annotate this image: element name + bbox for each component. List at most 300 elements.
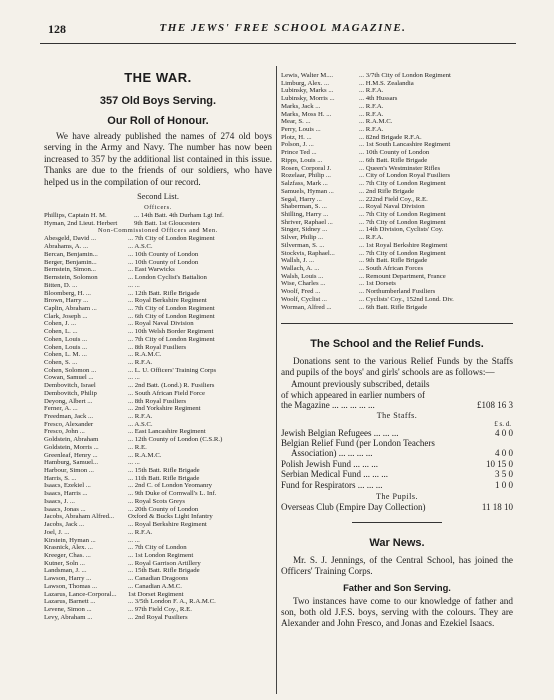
soldier-name: Lazarus, Lance-Corporal... [44, 590, 117, 598]
roster-row [44, 567, 272, 575]
fund-amount: 4 0 0 [495, 448, 513, 459]
soldier-unit: ... A.S.C. [128, 420, 153, 428]
soldier-unit: ... 10th Welsh Border Regiment [128, 328, 214, 336]
soldier-name: Polson, J. ... [281, 141, 314, 149]
soldier-unit: ... Royal Naval Division [359, 203, 425, 211]
soldier-unit: ... East Warwicks [128, 266, 175, 274]
soldier-name: Perry, Louis ... [281, 126, 321, 134]
soldier-name: Bloomberg, H. ... [44, 289, 91, 297]
soldier-unit: ... ... [128, 459, 140, 467]
soldier-unit: ... 82nd Brigade R.F.A. [359, 133, 422, 141]
roster-row [281, 288, 513, 296]
soldier-name: Marks, Moss H. ... [281, 110, 332, 118]
soldier-unit: ... 20th County of London [128, 505, 199, 513]
roster-row [44, 537, 272, 545]
roster-row [44, 560, 272, 568]
previous-amount: £108 16 3 [477, 400, 513, 411]
fund-label: Jewish Belgian Refugees ... ... ... [281, 427, 399, 438]
soldier-name: Krasnick, Alex. ... [44, 544, 93, 552]
soldier-unit: ... R.F.A. [359, 102, 384, 110]
soldier-name: Lubinsky, Marks ... [281, 87, 334, 95]
roster-row [44, 297, 272, 305]
soldier-unit: ... 7th City of London Regiment [128, 235, 215, 243]
relief-funds-heading: The School and the Relief Funds. [310, 338, 484, 351]
soldier-unit: ... 14th Division, Cyclists' Coy. [359, 226, 444, 234]
roster-row [281, 180, 513, 188]
roster-row [44, 552, 272, 560]
soldier-name: Lawson, Harry ... [44, 575, 92, 583]
roster-row [44, 513, 272, 521]
soldier-unit: ... Canadian A.M.C. [128, 582, 182, 590]
soldier-name: Bercan, Benjamin... [44, 250, 98, 258]
soldier-unit: ... 15th Batt. Rifle Brigade [128, 567, 200, 575]
roster-row [281, 111, 513, 119]
roster-row [281, 196, 513, 204]
soldier-name: Stockvis, Raphael... [281, 249, 335, 257]
fund-amount: 11 18 10 [481, 501, 513, 512]
soldier-unit: ... R.F.A. [128, 358, 153, 366]
men-list-right [281, 72, 513, 311]
father-and-son-heading: Father and Son Serving. [343, 582, 451, 594]
lsd-heading: £ s. d. [494, 419, 511, 428]
soldier-name: Hamburg, Samuel... [44, 459, 99, 467]
fund-amount: 10 15 0 [486, 458, 513, 469]
roster-row [44, 606, 272, 614]
soldier-unit: ... 8th Royal Fusiliers [128, 397, 187, 405]
soldier-name: Mear, S. ... [281, 118, 311, 126]
roll-of-honour-heading: Our Roll of Honour. [107, 115, 209, 127]
soldier-unit: ... 2nd Yorkshire Regiment [128, 405, 201, 413]
roster-row [44, 344, 272, 352]
soldier-name: Cohen, L. ... [44, 328, 78, 336]
soldier-name: Shaberman, S. ... [281, 203, 327, 211]
roster-row [281, 172, 513, 180]
soldier-name: Rozelaar, Philip ... [281, 172, 331, 180]
soldier-unit: ... 7th City of London Regiment [359, 249, 446, 257]
soldier-name: Isaacs, Jonas ... [44, 505, 86, 513]
soldier-name: Fresco, John ... [44, 428, 85, 436]
soldier-name: Isaacs, Harris ... [44, 490, 88, 498]
column-divider [276, 66, 277, 694]
roster-row [44, 320, 272, 328]
roster-row [281, 157, 513, 165]
soldier-unit: ... R.F.A. [359, 234, 384, 242]
roster-row [44, 482, 272, 490]
war-title: THE WAR. [124, 70, 192, 85]
fund-amount [467, 438, 513, 448]
soldier-name: Cohen, J. ... [44, 320, 77, 328]
soldier-name: Shriver, Raphael ... [281, 218, 333, 226]
soldier-unit: ... R.A.M.C. [359, 118, 393, 126]
soldier-unit: ... 9th Duke of Cornwall's L. Inf. [128, 490, 217, 498]
soldier-unit: ... 7th City of London Regiment [128, 335, 215, 343]
page-header [48, 22, 518, 38]
soldier-unit: ... R.F.A. [359, 126, 384, 134]
soldier-name: Freedman, Jack ... [44, 413, 94, 420]
fund-label: Belgian Relief Fund (per London Teachers [281, 437, 435, 448]
soldier-name: Harbour, Simon ... [44, 467, 94, 475]
roster-row [44, 498, 272, 506]
soldier-unit: ... ... [128, 536, 140, 544]
soldier-unit: ... 10th County of London [359, 149, 430, 157]
soldier-name: Abesgeld, David ... [44, 235, 97, 243]
pupils-heading: The Pupils. [376, 491, 418, 501]
soldier-unit: ... Royal Scots Greys [128, 497, 185, 505]
soldier-unit: ... ... [128, 374, 140, 382]
fund-amount: 3 5 0 [495, 469, 513, 480]
soldier-name: Segal, Harry ... [281, 195, 322, 203]
soldier-unit: ... R.F.A. [359, 110, 384, 118]
soldier-name: Silverman, S. ... [281, 241, 325, 249]
fund-label: Polish Jewish Fund ... ... ... [281, 458, 379, 469]
soldier-unit: ... R.F.A. [359, 87, 384, 95]
soldier-unit: ... 2nd C. of London Yeomanry [128, 482, 212, 490]
staffs-heading-row [281, 411, 513, 421]
soldier-unit: ... Cyclists' Coy., 152nd Lond. Div. [359, 295, 454, 303]
roster-row [281, 203, 513, 211]
roster-row [44, 374, 272, 382]
soldier-name: Prince Ted ... [281, 149, 317, 157]
roster-row [44, 398, 272, 406]
soldier-name: Jacobs, Abraham Alfred... [44, 513, 115, 521]
soldier-name: Wise, Charles ... [281, 280, 326, 288]
soldier-unit: ... Royal Naval Division [128, 320, 194, 328]
roster-row [44, 251, 272, 259]
soldier-name: Woolf, Fred ... [281, 288, 321, 296]
soldier-name: Lazarus, Barnett ... [44, 598, 96, 606]
soldier-name: Isaacs, Ezekiel ... [44, 482, 91, 490]
soldier-unit: ... South African Forces [359, 264, 424, 272]
soldier-name: Jacobs, Jack ... [44, 521, 85, 529]
soldier-name: Wallach, A. ... [281, 264, 320, 272]
roster-row [281, 141, 513, 149]
fund-row [281, 480, 513, 490]
soldier-name: Clark, Joseph ... [44, 312, 88, 320]
father-and-son-paragraph: Two instances have come to our knowledge of father and son, both old J.F.S. boys, serving with the colours. They are Alexander and John Fresco, and Jonas and Ezekiel Isaacs. [281, 596, 513, 629]
soldier-name: Cohen, L. M. ... [44, 351, 87, 359]
soldier-unit: ... 222nd Field Coy., R.E. [359, 195, 428, 203]
soldier-unit: ... 2nd Rifle Brigade [359, 187, 415, 195]
roster-row [44, 452, 272, 460]
soldier-name: Greenleaf, Henry ... [44, 451, 98, 459]
soldier-unit: ... 3/5th London F. A., R.A.M.C. [128, 598, 216, 606]
fund-label: Serbian Medical Fund ... ... ... [281, 469, 388, 480]
roster-row [281, 219, 513, 227]
soldier-name: Rosen, Corporal J. [281, 164, 332, 172]
roster-row [44, 274, 272, 282]
soldier-name: Wallsh, J. ... [281, 257, 315, 265]
soldier-unit: ... R.A.M.C. [128, 451, 162, 459]
soldier-unit: ... 4th Hussars [359, 95, 398, 103]
soldier-name: Harris, S. ... [44, 474, 77, 482]
soldier-unit: ... R.A.M.C. [128, 351, 162, 359]
soldier-unit: ... R.F.A. [128, 528, 153, 536]
soldier-name: Cowan, Samuel ... [44, 374, 94, 382]
soldier-name: Marks, Jack ... [281, 102, 321, 110]
soldier-name: Plotz, H. ... [281, 133, 312, 141]
soldier-unit: ... 7th City of London Regiment [128, 304, 215, 312]
soldier-name: Lewis, Walter M.... [281, 72, 334, 79]
officer-name: Hyman, 2nd Lieut. Herbert [44, 219, 118, 227]
soldier-unit: ... 8th Royal Fusiliers [128, 343, 187, 351]
previous-label-line-2: of which appeared in earlier numbers of [281, 389, 425, 400]
soldier-unit: ... 10th County of London [128, 258, 199, 266]
fund-amount: 1 0 0 [495, 479, 513, 490]
roster-row [44, 290, 272, 298]
roster-row [281, 296, 513, 304]
roster-row [44, 359, 272, 367]
roster-row [44, 259, 272, 267]
soldier-name: Bernstein, Simon... [44, 266, 96, 274]
roster-row [44, 390, 272, 398]
soldier-name: Samuels, Hyman ... [281, 187, 334, 195]
roster-row [44, 614, 272, 622]
soldier-name: Deyong, Albert ... [44, 397, 93, 405]
roster-row [281, 118, 513, 126]
roster-row [281, 80, 513, 88]
soldier-name: Cohen, Louis ... [44, 335, 88, 343]
fund-amount: 4 0 0 [495, 427, 513, 438]
soldier-unit: ... 6th Batt. Rifle Brigade [359, 156, 428, 164]
soldier-unit: ... A.S.C. [128, 243, 153, 251]
roster-row [44, 235, 272, 243]
soldier-unit: ... ... [128, 281, 140, 289]
soldier-name: Shilling, Harry ... [281, 210, 329, 218]
roster-row [44, 313, 272, 321]
soldier-unit: ... 7th City of London Regiment [359, 218, 446, 226]
second-list-heading: Second List. [137, 192, 179, 202]
fund-row [281, 448, 513, 458]
roster-row [44, 243, 272, 251]
soldier-unit: ... 12th Batt. Rifle Brigade [128, 289, 200, 297]
soldier-name: Bitten, D. ... [44, 281, 78, 289]
fund-label: Fund for Respirators ... ... ... [281, 479, 383, 490]
pupil-fund-list [281, 502, 513, 512]
soldier-name: Landsman, J. ... [44, 567, 87, 575]
roster-row [281, 134, 513, 142]
nco-heading: Non-Commissioned Officers and Men. [97, 227, 219, 235]
officer-name: Phillips, Captain H. M. [44, 212, 107, 220]
soldier-unit: ... Queen's Westminster Rifles [359, 164, 441, 172]
soldier-unit: ... 15th Batt. Rifle Brigade [128, 467, 200, 475]
soldier-unit: ... 7th City of London [128, 544, 187, 552]
roster-row [44, 475, 272, 483]
roster-row [281, 226, 513, 234]
header-rule [40, 43, 516, 44]
soldier-name: Levene, Simon ... [44, 605, 92, 613]
soldier-unit: ... 11th Batt. Rifle Brigade [128, 474, 200, 482]
soldier-unit: ... Remount Department, France [359, 272, 446, 280]
soldier-unit: ... London Cyclist's Battalion [128, 274, 207, 282]
roster-row [44, 544, 272, 552]
soldier-unit: ... 1st Royal Berkshire Regiment [359, 241, 448, 249]
soldier-unit: ... 2nd Batt. (Lond.) R. Fusiliers [128, 382, 215, 390]
officer-row [44, 212, 272, 220]
roster-row [281, 280, 513, 288]
fund-row [281, 459, 513, 469]
soldier-name: Worman, Alfred ... [281, 303, 332, 311]
soldier-unit: ... South African Field Force [128, 389, 206, 397]
magazine-title: THE JEWS' FREE SCHOOL MAGAZINE. [159, 22, 407, 34]
section-rule [352, 522, 442, 523]
soldier-unit: ... 97th Field Coy., R.E. [128, 605, 192, 613]
soldier-name: Caplin, Abraham ... [44, 304, 97, 312]
soldier-unit: ... 1st Dorsets [359, 280, 396, 288]
soldier-unit: ... H.M.S. Zealandia [359, 79, 414, 87]
left-column [44, 70, 272, 621]
soldier-name: Bernstein, Solomon [44, 274, 98, 282]
fund-label: Overseas Club (Empire Day Collection) [281, 501, 426, 512]
men-list-left [44, 235, 272, 621]
soldier-unit: ... Royal Berkshire Regiment [128, 297, 207, 305]
roster-row [281, 304, 513, 312]
roster-row [44, 428, 272, 436]
fund-label: Association) ... ... ... ... [291, 448, 373, 459]
roster-row [281, 265, 513, 273]
roster-row [44, 444, 272, 452]
roster-row [44, 336, 272, 344]
soldier-unit: ... 2nd Royal Fusiliers [128, 613, 188, 621]
roster-row [281, 149, 513, 157]
soldier-unit: ... 9th Batt. Rifle Brigade [359, 257, 428, 265]
roster-row [44, 591, 272, 599]
old-boys-serving-heading: 357 Old Boys Serving. [99, 95, 217, 107]
roster-row [44, 351, 272, 359]
soldier-unit: ... 3/7th City of London Regiment [359, 72, 451, 79]
soldier-name: Cohen, Louis ... [44, 343, 88, 351]
roster-row [281, 126, 513, 134]
officers-heading: Officers. [144, 204, 172, 212]
soldier-name: Dembovitch, Philip [44, 389, 97, 397]
soldier-name: Fresco, Alexander [44, 420, 94, 428]
soldier-name: Dembovitch, Israel [44, 382, 96, 390]
roster-row [281, 273, 513, 281]
roster-row [281, 72, 513, 80]
soldier-unit: ... 12th County of London (C.S.R.) [128, 436, 223, 444]
soldier-unit: ... Royal Garrison Artillery [128, 559, 201, 567]
soldier-unit: 1st Dorset Regiment [128, 590, 184, 598]
soldier-unit: ... Northumberland Fusiliers [359, 288, 436, 296]
soldier-name: Limburg, Alex. ... [281, 79, 330, 87]
roster-row [44, 266, 272, 274]
roster-row [281, 211, 513, 219]
roll-intro-paragraph: We have already published the names of 274 old boys serving in the Army and Navy. The number has now been increased to 357 by the additional list contained in this issue. Thanks are due to the friends of our soldiers, who have helped us in the compilation of our record. [44, 131, 272, 187]
soldier-unit: ... 1st South Lancashire Regiment [359, 141, 451, 149]
page-number: 128 [48, 22, 66, 36]
roster-row [44, 467, 272, 475]
roster-row [281, 234, 513, 242]
soldier-name: Salzfass, Mark ... [281, 180, 328, 188]
roster-row [281, 103, 513, 111]
fund-row [281, 502, 513, 512]
soldier-name: Joel, J. ... [44, 528, 70, 536]
roster-row [44, 506, 272, 514]
soldier-unit: ... 6th Batt. Rifle Brigade [359, 303, 428, 311]
soldier-name: Woolf, Cyclist ... [281, 295, 327, 303]
soldier-unit: ... 10th County of London [128, 250, 199, 258]
roster-row [44, 436, 272, 444]
previous-amount-row [281, 379, 513, 389]
roster-row [44, 421, 272, 429]
soldier-name: Silver, Philip ... [281, 234, 324, 242]
roster-row [281, 165, 513, 173]
soldier-name: Goldstein, Abraham [44, 436, 99, 444]
staff-fund-list [281, 428, 513, 490]
soldier-unit: ... R.E. [128, 443, 147, 451]
roster-row [44, 583, 272, 591]
fund-row [281, 428, 513, 438]
soldier-name: Abrahams, A. ... [44, 243, 89, 251]
fund-row [281, 469, 513, 479]
officers-list [44, 212, 272, 227]
fund-row [281, 438, 513, 448]
soldier-unit: ... 1st London Regiment [128, 551, 194, 559]
roster-row [44, 367, 272, 375]
officer-unit: 9th Batt. 1st Gloucesters [134, 219, 201, 227]
soldier-name: Isaacs, J. ... [44, 497, 75, 505]
soldier-name: Kirstein, Hyman ... [44, 536, 96, 544]
previous-amount-row [281, 400, 513, 410]
roster-row [44, 529, 272, 537]
soldier-name: Lawson, Thomas ... [44, 582, 98, 590]
officer-unit: ... 14th Batt. 4th Durham Lgt Inf. [134, 212, 224, 220]
previous-label-line-3: the Magazine ... ... ... ... ... [281, 400, 375, 411]
roster-row [281, 87, 513, 95]
roster-row [44, 405, 272, 413]
war-news-paragraph: Mr. S. J. Jennings, of the Central School, has joined the Officers' Training Corps. [281, 555, 513, 577]
soldier-name: Berger, Benjamin... [44, 258, 97, 266]
soldier-name: Levy, Abraham ... [44, 613, 93, 621]
relief-intro-paragraph: Donations sent to the various Relief Funds by the Staffs and pupils of the boys' and girls' schools are as follows:— [281, 356, 513, 378]
soldier-name: Brown, Harry ... [44, 297, 89, 305]
soldier-unit: ... R.F.A. [128, 413, 153, 420]
roster-row [281, 188, 513, 196]
soldier-unit: ... City of London Royal Fusiliers [359, 172, 451, 180]
right-column [281, 72, 513, 629]
roster-row [44, 521, 272, 529]
soldier-unit: Oxford & Bucks Light Infantry [128, 513, 213, 521]
soldier-unit: ... Royal Berkshire Regiment [128, 521, 207, 529]
soldier-unit: ... 6th City of London Regiment [128, 312, 215, 320]
soldier-unit: ... 7th City of London Regiment [359, 210, 446, 218]
soldier-unit: ... L. U. Officers' Training Corps [128, 366, 217, 374]
previous-amount-row [281, 390, 513, 400]
soldier-unit: ... East Lancashire Regiment [128, 428, 206, 436]
soldier-unit: ... Canadian Dragoons [128, 575, 189, 583]
soldier-name: Singer, Sidney ... [281, 226, 328, 234]
soldier-name: Kreeger, Chas. ... [44, 551, 91, 559]
roster-row [44, 459, 272, 467]
soldier-name: Ferner, A. ... [44, 405, 78, 413]
roster-row [44, 282, 272, 290]
soldier-name: Walsh, Louis ... [281, 272, 324, 280]
soldier-name: Goldstein, Morris ... [44, 443, 99, 451]
roster-row [44, 305, 272, 313]
soldier-name: Cohen, S. ... [44, 358, 78, 366]
war-news-heading: War News. [369, 537, 425, 550]
soldier-unit: ... 7th City of London Regiment [359, 180, 446, 188]
staffs-heading: The Staffs. [376, 410, 418, 420]
roster-row [44, 490, 272, 498]
soldier-name: Lubinsky, Morris ... [281, 95, 335, 103]
roster-row [281, 242, 513, 250]
roster-row [281, 250, 513, 258]
section-rule [281, 323, 513, 324]
officer-row [44, 220, 272, 228]
roster-row [44, 413, 272, 421]
previous-label-line-1: Amount previously subscribed, details [291, 379, 430, 390]
roster-row [281, 95, 513, 103]
